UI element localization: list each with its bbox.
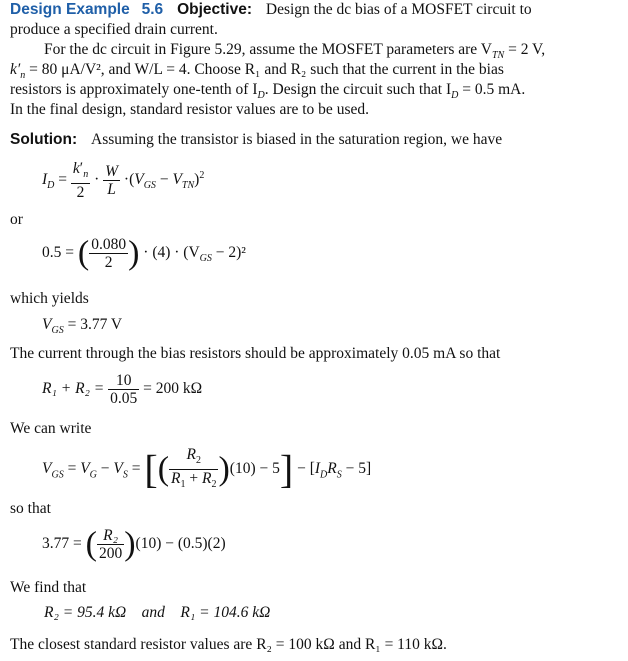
closest-standard-values: The closest standard resistor values are R₂ = 100 kΩ and R₁ = 110 kΩ.	[10, 636, 447, 653]
problem-line-3: resistors is approximately one-tenth of $I_D$. Design the circuit such that $I_D = 0.5$ mA.	[10, 81, 526, 102]
solution-label: Solution:	[10, 131, 78, 148]
vgs-result: $V_{GS} = 3.77$ V	[42, 316, 123, 337]
solution-intro: Solution: Assuming the transistor is biased in the saturation region, we have	[10, 131, 503, 148]
equation-vgs-expression: $V_{GS} = V_G - V_S$ = [( $\frac{R_2}{R_1 + R_2}$ )$(10) - 5] - [I_DR_S - 5]$	[42, 446, 372, 492]
objective-label: Objective:	[177, 1, 253, 18]
example-label: Design Example	[10, 1, 130, 18]
equation-drain-current: $I_D$ = $\frac{k'_n}{2}$ · $\frac{W}{L}$ $\cdot(V_{GS} - V_{TN})^2$	[42, 160, 205, 202]
example-heading	[10, 0, 532, 20]
current-text: The current through the bias resistors should be approximately 0.05 mA so that	[10, 345, 501, 362]
equation-resistor-sum: R₁ + R₂ = $\frac{10}{0.05}$ = 200 kΩ	[42, 372, 203, 407]
we-find-text: We find that	[10, 579, 87, 596]
objective-text: Design the dc bias of a MOSFET circuit to	[265, 1, 532, 18]
equation-substituted: 0.5 = ( $\frac{0.080}{2}$ ) · $(4) \cdot (V_{GS} - 2)^2$	[42, 234, 246, 272]
objective-text-continued: produce a specified drain current.	[10, 21, 218, 38]
or-text: or	[10, 211, 23, 228]
resistor-results: R₂ = 95.4 kΩ and R₁ = 104.6 kΩ	[44, 604, 271, 621]
so-that-text: so that	[10, 500, 51, 517]
we-can-write-text: We can write	[10, 420, 92, 437]
equation-numeric: 3.77 = ( $\frac{\text{R₂}}{200}$ )(10) − (0.5)(2)	[42, 525, 226, 563]
which-yields-text: which yields	[10, 290, 89, 307]
problem-line-2: $k'_n = 80$ μA/V², and W/L = 4. Choose R₁ and R₂ such that the current in the bias	[10, 61, 504, 82]
problem-line-1: For the dc circuit in Figure 5.29, assume the MOSFET parameters are $V_{TN} = 2$ V,	[44, 41, 546, 62]
problem-line-4: In the final design, standard resistor values are to be used.	[10, 101, 369, 118]
example-number: 5.6	[141, 1, 164, 18]
